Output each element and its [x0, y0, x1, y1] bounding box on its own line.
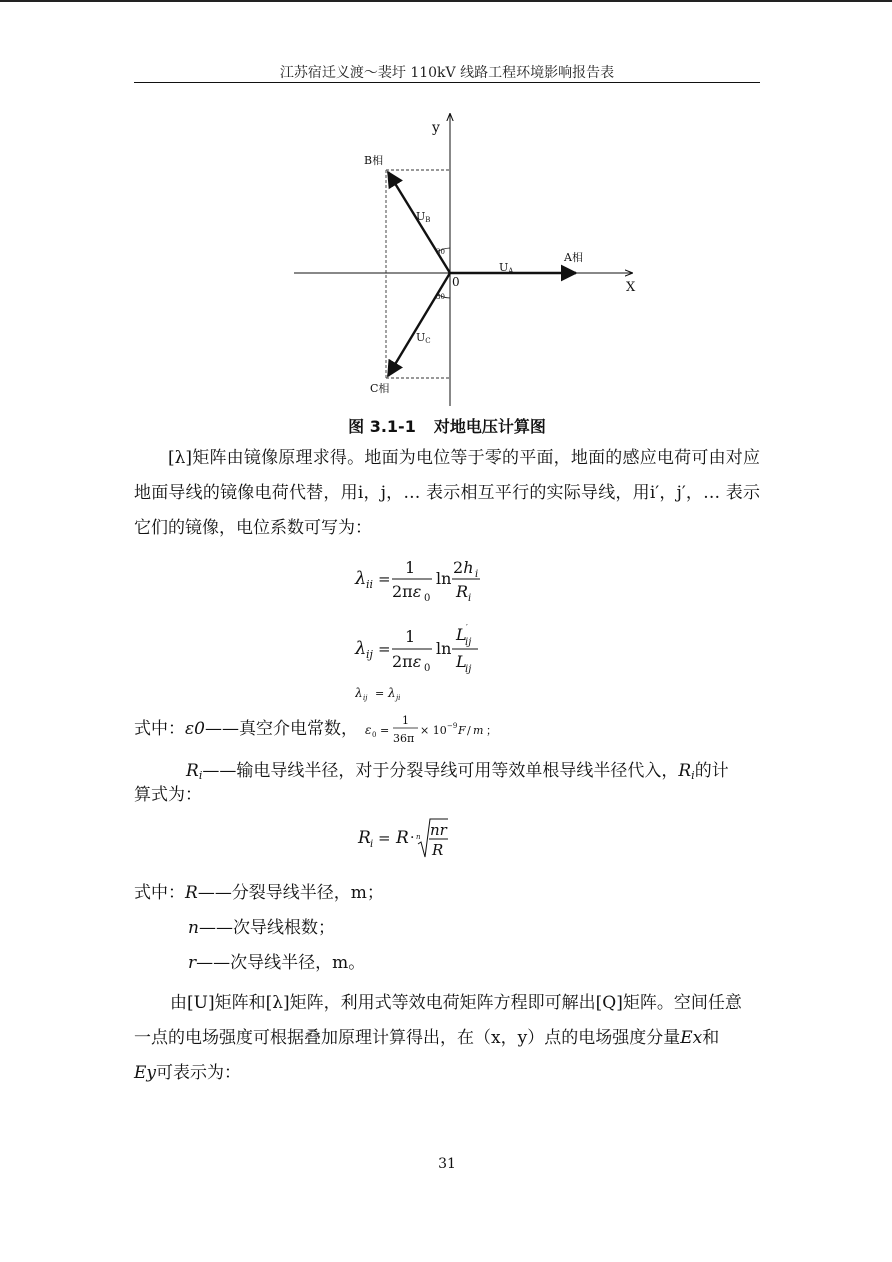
svg-text:0: 0	[372, 731, 377, 739]
vector-uc	[388, 273, 450, 376]
svg-text:；: ；	[486, 724, 497, 737]
svg-text:i: i	[475, 569, 479, 580]
page-number: 31	[438, 1156, 456, 1172]
svg-text:λ: λ	[355, 686, 363, 700]
svg-text:1: 1	[405, 627, 416, 646]
svg-text:R: R	[396, 828, 409, 848]
ri-subscript: i	[198, 769, 203, 782]
definition-epsilon	[134, 714, 358, 739]
definition-r-prefix: 式中：	[134, 883, 185, 903]
page-header: 江苏宿迁义渡～裴圩 110kV 线路工程环境影响报告表	[279, 65, 615, 81]
svg-text:× 10: × 10	[420, 724, 447, 737]
svg-text:1: 1	[405, 558, 416, 577]
r-symbol: R	[185, 883, 198, 903]
n-description: ——次导线根数；	[198, 918, 335, 938]
phase-a-label: A相	[564, 251, 583, 264]
svg-text:/: /	[467, 724, 471, 737]
header-rule	[134, 82, 760, 83]
svg-text:L: L	[456, 625, 467, 644]
svg-text:λ: λ	[355, 568, 367, 589]
svg-text:λ: λ	[388, 686, 396, 700]
paragraph-lambda-matrix: [λ]矩阵由镜像原理求得。地面为电位等于零的平面，地面的感应电荷可由对应地面导线的镜像电荷代替，用i，j，… 表示相互平行的实际导线，用i′，j′，… 表示它们的镜像，电位系数可写为：	[134, 448, 760, 538]
svg-text:ii: ii	[366, 578, 374, 591]
svg-text:R: R	[432, 841, 444, 859]
ri-description-tail: 的计	[694, 761, 729, 781]
svg-text:=: =	[378, 640, 391, 658]
paragraph-field-tail: 可表示为：	[156, 1063, 242, 1083]
phase-c-label: C相	[370, 382, 390, 395]
svg-text:ij: ij	[465, 664, 472, 675]
vector-uc-label: UC	[416, 331, 431, 345]
ex-symbol: Ex	[680, 1028, 703, 1048]
paragraph-field-line2	[134, 1023, 719, 1048]
definition-r	[134, 878, 384, 903]
svg-text:0: 0	[424, 663, 431, 674]
svg-text:F: F	[458, 724, 466, 737]
formula-lambda-ij	[352, 620, 492, 680]
svg-text:′: ′	[466, 623, 468, 632]
r-description: ——分裂导线半径，m；	[197, 883, 384, 903]
svg-text:m: m	[473, 724, 484, 737]
definition-n	[188, 913, 335, 938]
svg-text:0: 0	[424, 593, 431, 604]
svg-text:ij: ij	[465, 637, 472, 648]
svg-text:ln: ln	[436, 639, 452, 658]
svg-text:=: =	[380, 724, 390, 737]
definition-ri-continued: 算式为：	[134, 785, 202, 805]
figure-caption-text: 对地电压计算图	[433, 417, 546, 436]
definition-ri: $R_i——$输电导线半径，对于分裂导线可用等效单根导线半径代入，$R_i$的计	[186, 761, 729, 782]
svg-text:2πε: 2πε	[392, 652, 422, 671]
svg-text:L: L	[456, 652, 467, 671]
figure-caption	[134, 414, 760, 437]
svg-text:=: =	[378, 570, 391, 588]
svg-text:ln: ln	[436, 569, 452, 588]
n-symbol: n	[188, 918, 199, 938]
ey-symbol: Ey	[134, 1063, 157, 1083]
svg-text:n: n	[416, 833, 421, 841]
paragraph-field-line1: 由[U]矩阵和[λ]矩阵，利用式等效电荷矩阵方程即可解出[Q]矩阵。空间任意	[170, 993, 742, 1013]
formula-lambda-ii	[352, 553, 492, 609]
voltage-vector-diagram	[280, 108, 660, 408]
epsilon-symbol: ε0	[185, 719, 205, 739]
paragraph-field-line3	[134, 1058, 241, 1083]
svg-text:nr: nr	[430, 821, 447, 839]
epsilon-description: ——真空介电常数，	[204, 719, 358, 739]
svg-text:ij: ij	[363, 694, 368, 702]
svg-text:2h: 2h	[453, 558, 474, 577]
definition-small-r	[188, 948, 365, 973]
svg-text:1: 1	[402, 714, 409, 727]
svg-text:·: ·	[410, 830, 415, 846]
vector-diagram-svg	[280, 108, 660, 408]
svg-text:R: R	[358, 828, 371, 848]
angle-top-label: 30	[436, 248, 445, 256]
svg-text:λ: λ	[355, 638, 367, 659]
top-border	[0, 0, 892, 2]
formula-lambda-symmetry	[355, 683, 425, 707]
angle-bottom-label: 30	[436, 293, 445, 301]
svg-text:i: i	[468, 593, 472, 604]
phase-b-label: B相	[364, 154, 384, 167]
svg-text:i: i	[370, 839, 374, 850]
svg-text:−9: −9	[447, 722, 458, 730]
svg-text:36π: 36π	[393, 732, 415, 745]
vector-ub-label: UB	[416, 210, 431, 224]
ri-description: ——输电导线半径，对于分裂导线可用等效单根导线半径代入，	[202, 761, 679, 781]
svg-text:R: R	[456, 582, 469, 601]
axis-y-label: y	[432, 120, 440, 136]
svg-text:ji: ji	[396, 694, 401, 702]
svg-text:ij: ij	[366, 648, 373, 661]
formula-ri	[356, 815, 466, 867]
paragraph-field-text: 一点的电场强度可根据叠加原理计算得出，在（x，y）点的电场强度分量	[134, 1028, 681, 1048]
figure-caption-number: 图 3.1-1	[348, 417, 416, 436]
svg-text:=: =	[375, 687, 385, 700]
dashed-guides	[386, 170, 450, 378]
svg-text:2πε: 2πε	[392, 582, 422, 601]
vector-ua-label: UA	[499, 261, 514, 275]
ri-symbol: R	[186, 761, 199, 781]
definition-prefix: 式中：	[134, 719, 185, 739]
and-word: 和	[702, 1028, 720, 1048]
axis-x-label: X	[626, 280, 636, 295]
svg-text:=: =	[378, 829, 391, 847]
formula-epsilon-value	[362, 712, 502, 750]
origin-label: 0	[452, 275, 460, 289]
svg-text:ε: ε	[365, 723, 372, 737]
small-r-symbol: r	[188, 953, 197, 973]
small-r-description: ——次导线半径，m。	[196, 953, 366, 973]
